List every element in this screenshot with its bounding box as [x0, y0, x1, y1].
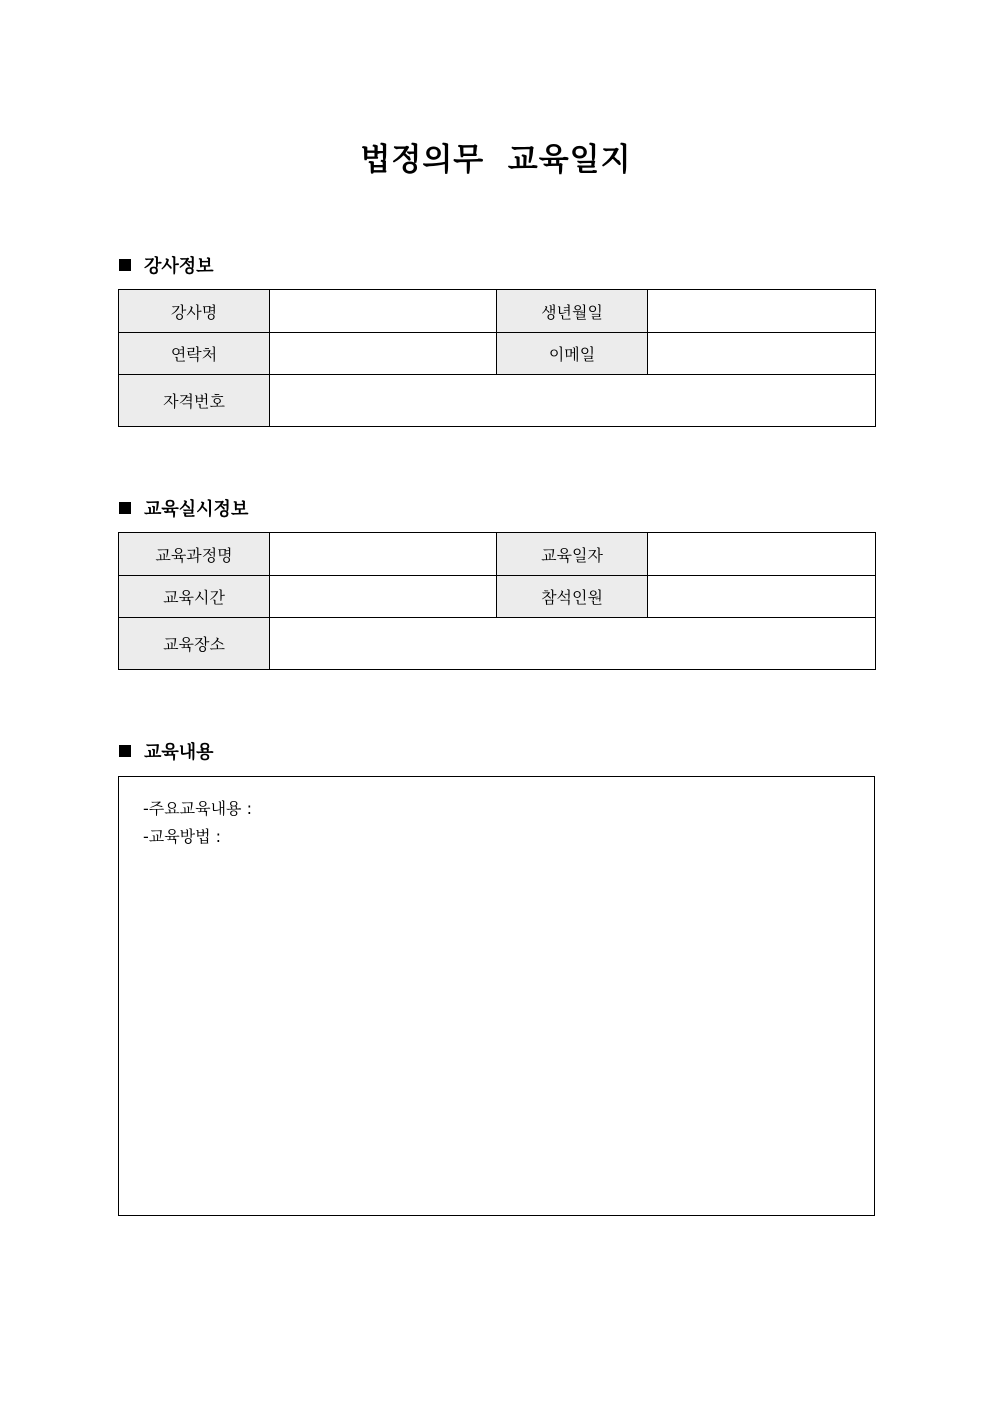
square-bullet-icon — [119, 259, 131, 271]
document-title: 법정의무 교육일지 — [360, 142, 632, 178]
square-bullet-icon — [119, 745, 131, 757]
training-date-field[interactable] — [648, 533, 876, 576]
course-name-field[interactable] — [270, 533, 497, 576]
instructor-name-field[interactable] — [270, 290, 497, 333]
square-bullet-icon — [119, 502, 131, 514]
training-date-label: 교육일자 — [497, 533, 648, 576]
attendees-label: 참석인원 — [497, 576, 648, 618]
main-content-line: -주요교육내용 : — [143, 799, 252, 818]
training-time-field[interactable] — [270, 576, 497, 618]
contact-field[interactable] — [270, 333, 497, 375]
email-label: 이메일 — [497, 333, 648, 375]
birthdate-field[interactable] — [648, 290, 876, 333]
table-row — [119, 576, 876, 618]
table-row — [119, 618, 876, 670]
instructor-info-table — [118, 289, 876, 427]
birthdate-label: 생년월일 — [497, 290, 648, 333]
attendees-field[interactable] — [648, 576, 876, 618]
course-name-label: 교육과정명 — [119, 533, 270, 576]
email-field[interactable] — [648, 333, 876, 375]
section-heading-training — [119, 496, 248, 520]
table-row — [119, 533, 876, 576]
section-heading-instructor-label: 강사정보 — [144, 256, 214, 277]
table-row — [119, 333, 876, 375]
contact-label: 연락처 — [119, 333, 270, 375]
training-place-label: 교육장소 — [119, 618, 270, 670]
license-number-label: 자격번호 — [119, 375, 270, 427]
table-row — [119, 375, 876, 427]
license-number-field[interactable] — [270, 375, 876, 427]
training-info-table — [118, 532, 876, 670]
method-line: -교육방법 : — [143, 827, 222, 846]
section-heading-content-label: 교육내용 — [144, 742, 214, 763]
section-heading-training-label: 교육실시정보 — [144, 499, 249, 520]
training-content-box[interactable] — [118, 776, 875, 1216]
section-heading-content — [119, 739, 214, 763]
instructor-name-label: 강사명 — [119, 290, 270, 333]
training-time-label: 교육시간 — [119, 576, 270, 618]
training-place-field[interactable] — [270, 618, 876, 670]
section-heading-instructor — [119, 253, 214, 277]
table-row — [119, 290, 876, 333]
